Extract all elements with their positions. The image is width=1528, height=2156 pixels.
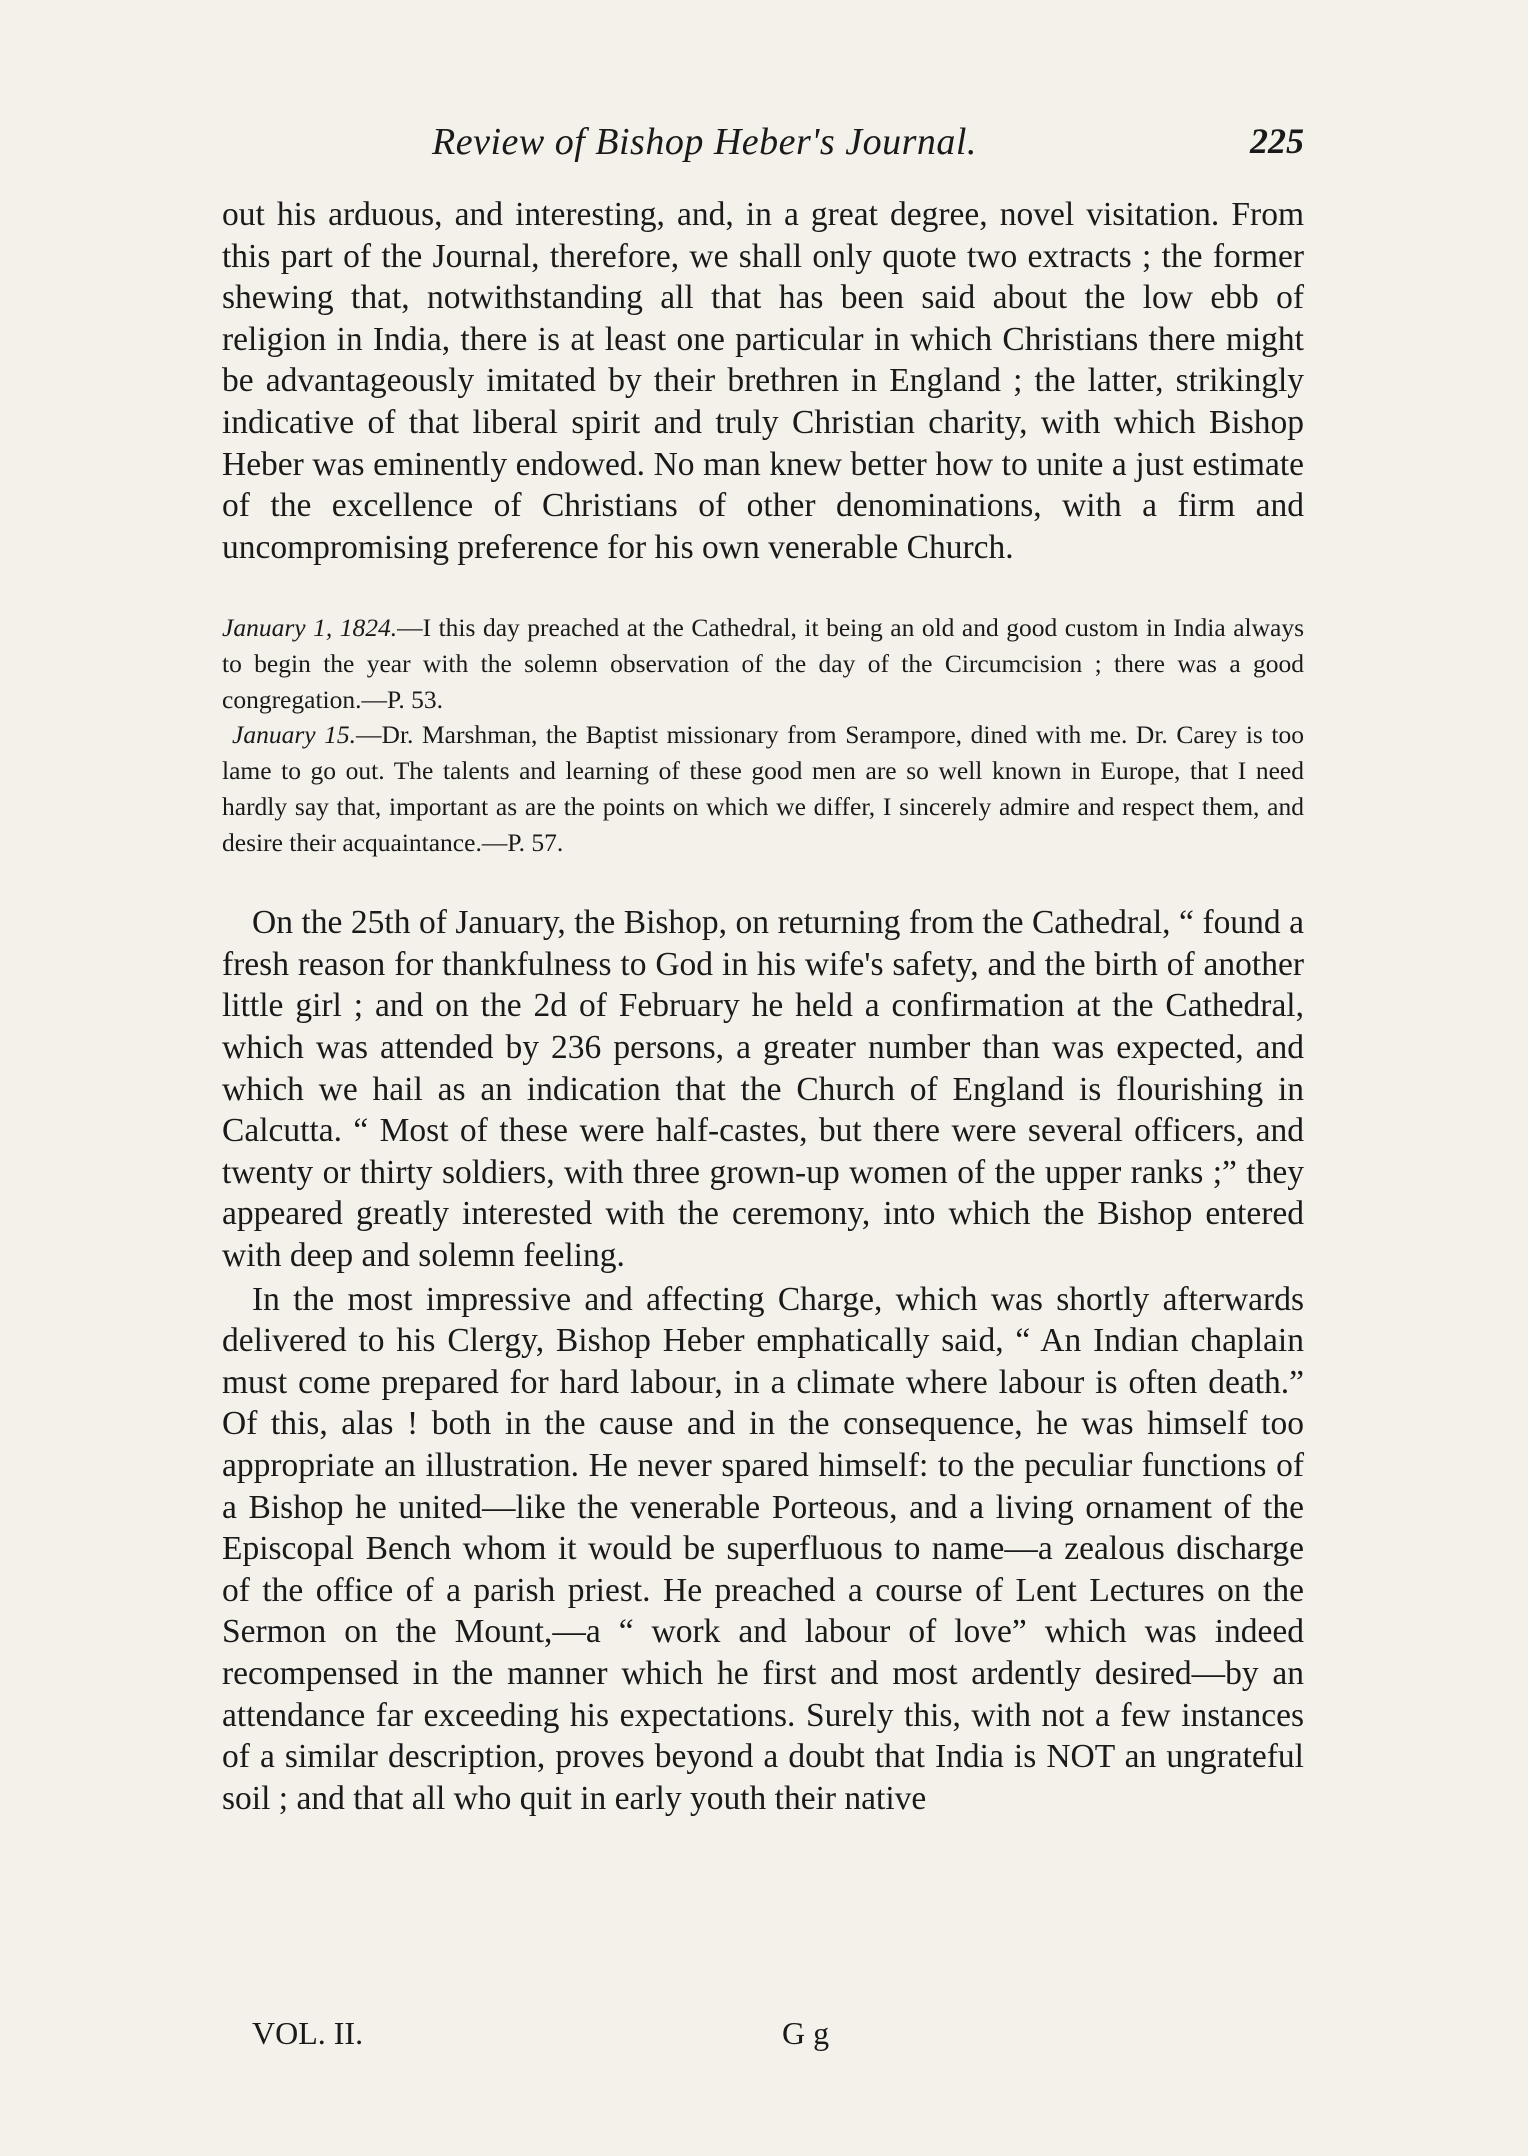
quote-extract-2: [222, 717, 1304, 860]
quote-date-1: January 1, 1824.: [222, 613, 398, 643]
volume-marker: VOL. II.: [252, 2015, 364, 2051]
running-head-title: Review of Bishop Heber's Journal.: [432, 121, 977, 163]
signature-mark: G g: [782, 2015, 830, 2051]
page-footer: [252, 2015, 852, 2059]
quoted-extracts: [222, 610, 1304, 860]
quote-date-2: January 15.: [232, 720, 357, 750]
paragraph-charge: In the most impressive and affecting Charge, which was shortly afterwards delivered to his Clergy, Bishop Heber emphatically said, “ An Indian chaplain must come prepared for hard labour, in a climate where labour is often death.” Of this, alas ! both in the cause and in the consequence, he was himself too appropriate an illustration. He never spared himself: to the peculiar functions of a Bishop he united—like the venerable Porteous, and a living ornament of the Episcopal Bench whom it would be superfluous to name—a zealous discharge of the office of a parish priest. He preached a course of Lent Lectures on the Sermon on the Mount,—a “ work and labour of love” which was indeed recompensed in the manner which he first and most ardently desired—by an attendance far exceeding his expectations. Surely this, with not a few instances of a similar description, proves beyond a doubt that India is NOT an ungrateful soil ; and that all who quit in early youth their native: [222, 1280, 1304, 1817]
running-head: [222, 120, 1304, 176]
quote-text-2: —Dr. Marshman, the Baptist missionary from Serampore, dined with me. Dr. Carey is too lame to go out. The talents and learning of these good men are so well known in Europe, that I need hardly say that, important as are the points on which we differ, I sincerely admire and respect them, and desire their acquaintance.—P. 57.: [222, 720, 1304, 857]
paragraph-intro: out his arduous, and interesting, and, in a great degree, novel visitation. From this part of the Journal, therefore, we shall only quote two extracts ; the former shewing that, notwithstanding all that has been said about the low ebb of religion in India, there is at least one particular in which Christians there might be advantageously imitated by their brethren in England ; the latter, strikingly indicative of that liberal spirit and truly Christian charity, with which Bishop Heber was eminently endowed. No man knew better how to unite a just estimate of the excellence of Christians of other denominations, with a firm and uncompromising preference for his own venerable Church.: [222, 196, 1304, 566]
paragraph-cathedral: On the 25th of January, the Bishop, on returning from the Cathedral, “ found a fresh reason for thankfulness to God in his wife's safety, and the birth of another little girl ; and on the 2d of February he held a confirmation at the Cathedral, which was attended by 236 persons, a greater number than was expected, and which we hail as an indication that the Church of England is flourishing in Calcutta. “ Most of these were half-castes, but there were several officers, and twenty or thirty soldiers, with three grown-up women of the upper ranks ;” they appeared greatly interested with the ceremony, into which the Bishop entered with deep and solemn feeling.: [222, 904, 1304, 1275]
book-page: [222, 120, 1305, 2051]
section-gap: [222, 860, 1304, 902]
quote-extract-1: [222, 610, 1304, 717]
quote-text-1: —I this day preached at the Cathedral, it being an old and good custom in India always to begin the year with the solemn observation of the day of the Circumcision ; there was a good congregation.—P. 53.: [222, 613, 1305, 714]
page-number: 225: [1250, 121, 1304, 161]
